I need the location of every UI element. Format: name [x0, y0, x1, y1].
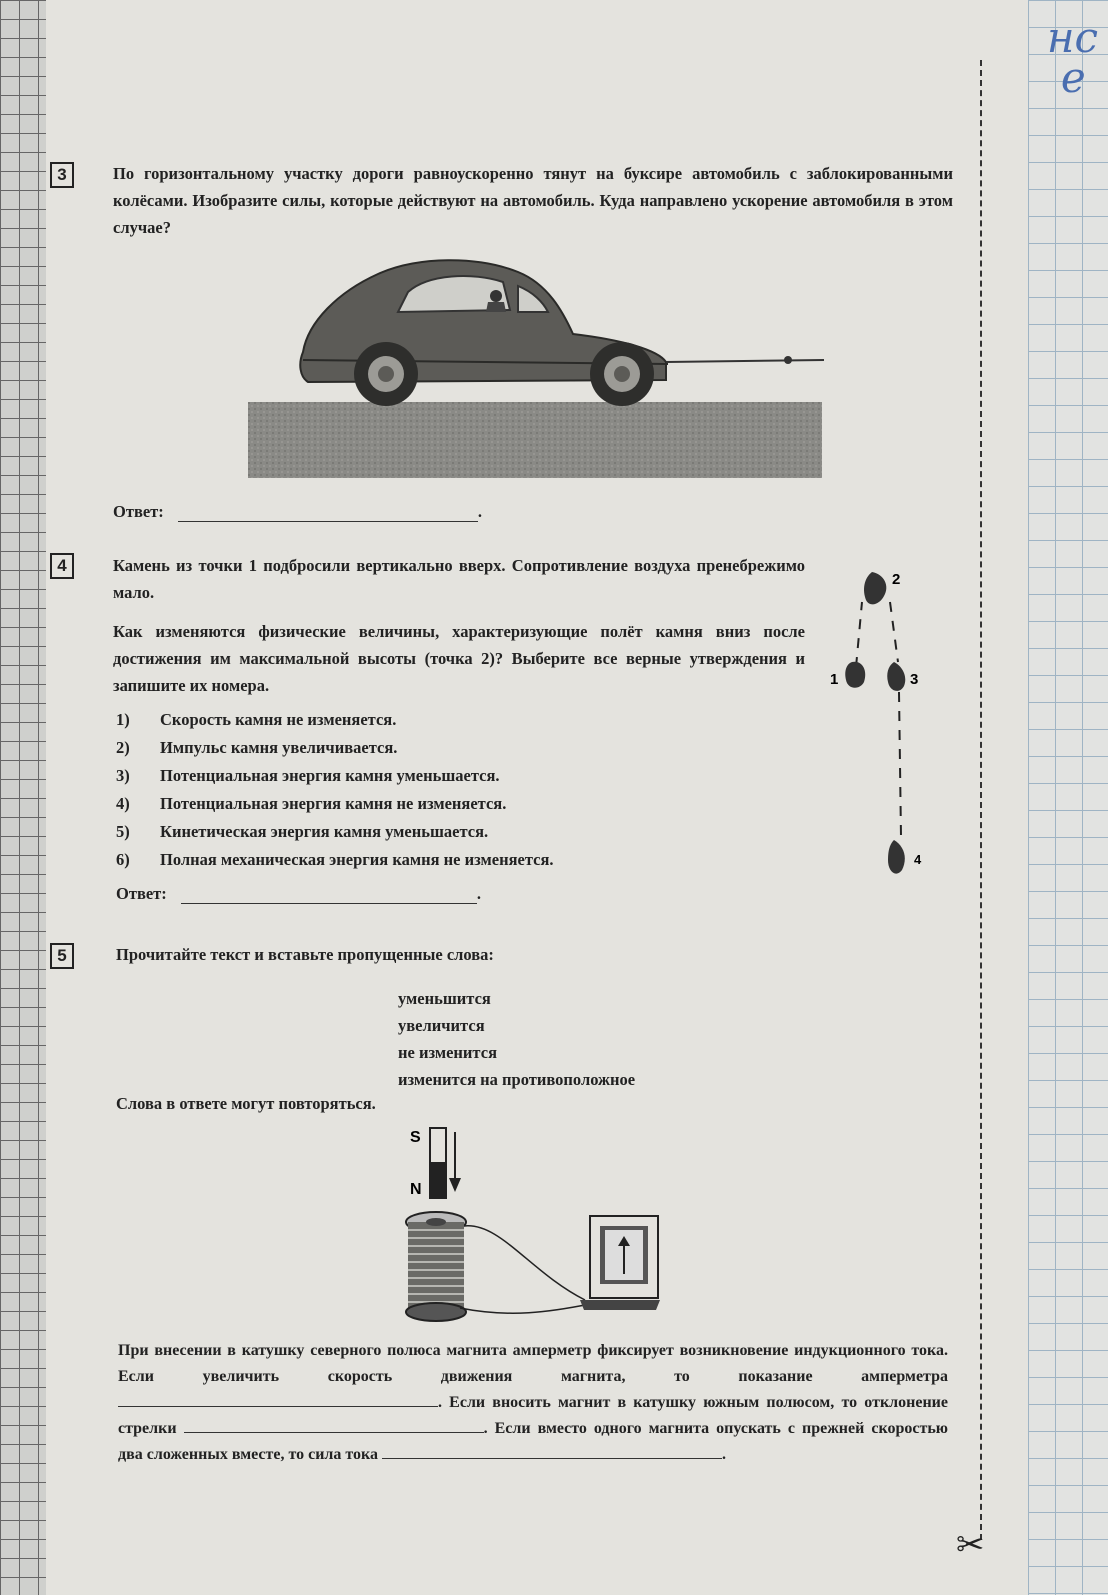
graph-paper-right	[1028, 0, 1108, 1595]
label-3: 3	[910, 671, 919, 688]
question-5-number: 5	[50, 943, 74, 969]
question-4-text-1: Камень из точки 1 подбросили вертикально вверх. Сопротивление воздуха пренебрежимо мало.	[113, 556, 805, 602]
blank-1[interactable]	[118, 1390, 438, 1407]
stone-point-2	[864, 572, 886, 604]
question-3-answer: Ответ: .	[113, 502, 483, 521]
option: 1) Скорость камня не изменяется.	[116, 710, 397, 729]
question-4-options	[116, 706, 554, 874]
word-option: уменьшится	[398, 989, 491, 1008]
stone-point-1	[845, 662, 865, 688]
question-5-note: Слова в ответе могут повторяться.	[116, 1094, 376, 1113]
towed-car-illustration	[248, 252, 826, 484]
question-5-intro: Прочитайте текст и вставьте пропущенные слова:	[116, 945, 494, 964]
question-5-fill-text: При внесении в катушку северного полюса магнита амперметр фиксирует возникновение индукционного тока. Если увеличить скорость движения магнита, то показание амперметра . Если вносить магнит в катушку южным полюсом, то отклонение стрелки . Если вместо одного магнита опускать с прежней скоростью два сложенных вместе, то сила тока .	[118, 1342, 949, 1463]
word-bank	[398, 985, 635, 1093]
wire-2	[460, 1304, 590, 1313]
option: 3) Потенциальная энергия камня уменьшается.	[116, 766, 500, 785]
handwritten-note: нс е	[1046, 13, 1098, 102]
graph-paper-left	[0, 0, 46, 1595]
option: 2) Импульс камня увеличивается.	[116, 738, 398, 757]
option: 6) Полная механическая энергия камня не изменяется.	[116, 850, 554, 869]
blank-2[interactable]	[184, 1416, 484, 1433]
scissors-icon: ✂	[956, 1527, 985, 1564]
label-4: 4	[914, 852, 922, 867]
label-1: 1	[830, 671, 839, 688]
answer-input-4[interactable]	[181, 885, 477, 904]
word-option: изменится на противоположное	[398, 1070, 636, 1089]
question-3-number: 3	[50, 162, 74, 188]
label-2: 2	[892, 571, 901, 588]
ammeter	[580, 1216, 660, 1310]
option: 5) Кинетическая энергия камня уменьшается.	[116, 822, 489, 841]
stone-point-4	[888, 840, 905, 874]
question-4-answer: Ответ: .	[116, 884, 482, 903]
word-option: не изменится	[398, 1043, 497, 1062]
magnet-n-label: N	[410, 1181, 422, 1198]
coil	[406, 1212, 466, 1321]
answer-input-3[interactable]	[178, 503, 478, 522]
tow-rope	[666, 360, 824, 362]
wire-1	[464, 1226, 585, 1300]
car	[300, 260, 668, 406]
word-option: увеличится	[398, 1016, 485, 1035]
road	[248, 402, 822, 478]
cut-line	[980, 60, 982, 1540]
question-3-text: По горизонтальному участку дороги равноускоренно тянут на буксире автомобиль с заблокированными колёсами. Изобразите силы, которые действуют на автомобиль. Куда направлено ускорение автомобиля в этом случае?	[113, 164, 953, 237]
stone-point-3	[887, 662, 905, 691]
blank-3[interactable]	[382, 1442, 722, 1459]
induction-experiment-diagram	[400, 1122, 670, 1334]
magnet-s-label: S	[410, 1129, 421, 1146]
stone-trajectory-diagram	[826, 562, 936, 882]
question-4-number: 4	[50, 553, 74, 579]
question-4-text-2: Как изменяются физические величины, характеризующие полёт камня вниз после достижения им максимальной высоты (точка 2)? Выберите все верные утверждения и запишите их номера.	[113, 622, 805, 695]
option: 4) Потенциальная энергия камня не изменяется.	[116, 794, 507, 813]
